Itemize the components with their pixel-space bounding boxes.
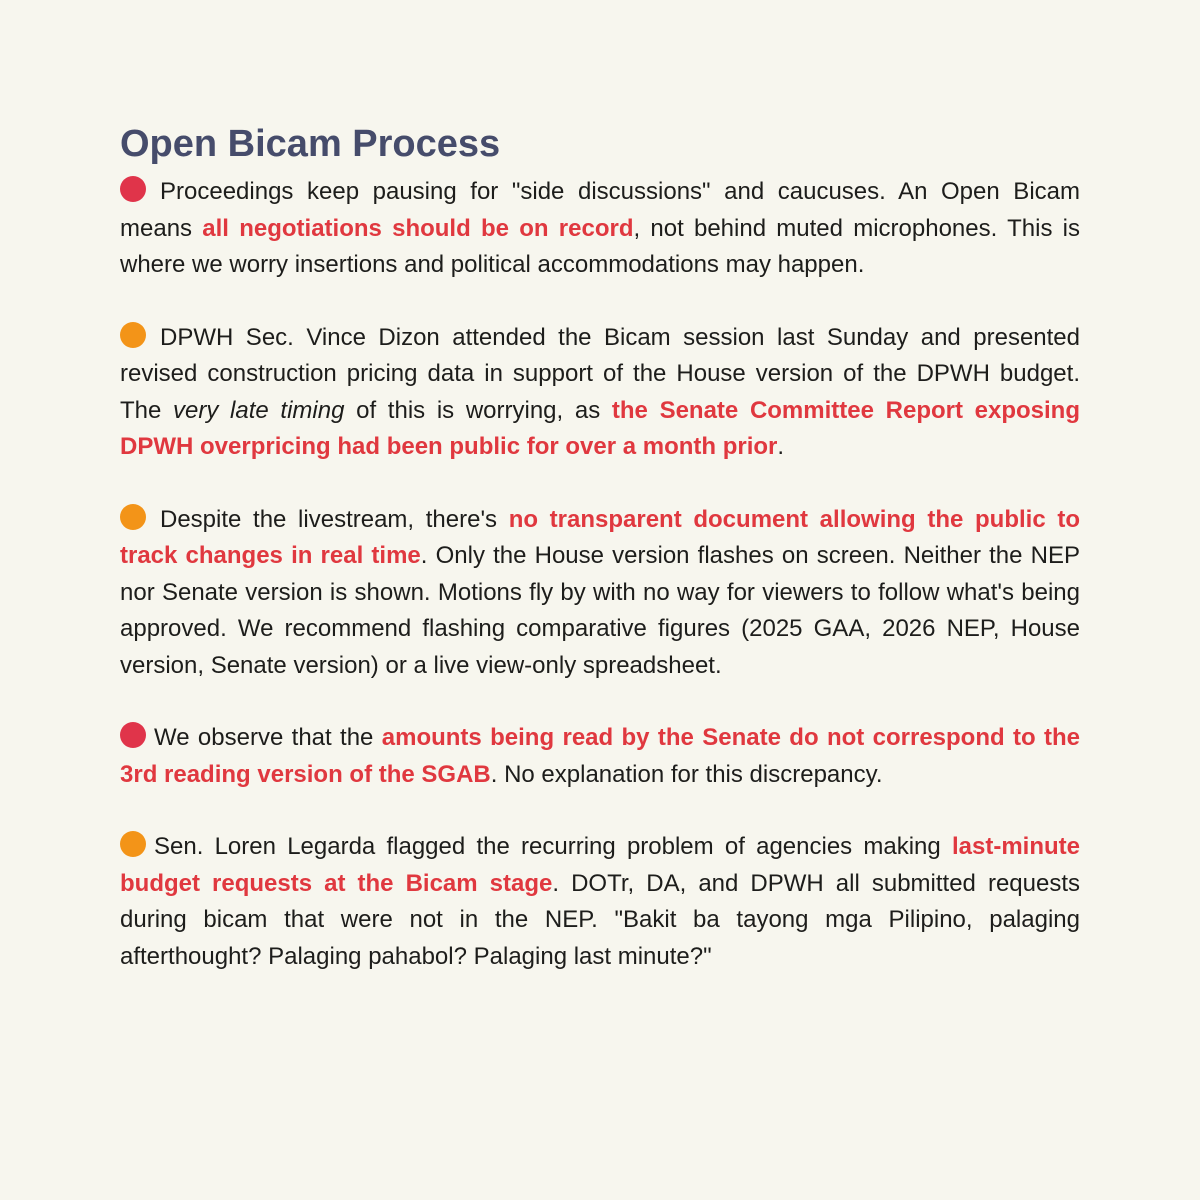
point-text: Sen. Loren Legarda flagged the recurring problem of agencies making [154, 833, 952, 860]
point-text: , not behind muted microphones. This is where we worry insertions and political accommodations may happen. [120, 214, 1081, 278]
point-livestream [120, 502, 1080, 685]
point-highlight: the Senate Committee Report exposing DPWH overpricing had been public for over a month prior [120, 396, 1080, 460]
page-title: Open Bicam Process [120, 123, 501, 165]
point-text: DPWH Sec. Vince Dizon attended the Bicam session last Sunday and presented revised construction pricing data in support of the House version of the DPWH budget. The [120, 323, 1080, 424]
point-highlight: no transparent document allowing the public to track changes in real time [120, 505, 1080, 569]
red-dot-icon [120, 176, 146, 202]
point-text: of this is worrying, as [344, 396, 612, 424]
point-senate-amounts [120, 720, 1080, 793]
point-emphasis: very late timing [173, 396, 345, 424]
orange-dot-icon [120, 504, 146, 530]
point-text: Despite the livestream, there's [160, 505, 509, 533]
orange-dot-icon [120, 831, 146, 857]
point-text: We observe that the [154, 724, 382, 751]
point-last-minute-requests [120, 829, 1080, 975]
orange-dot-icon [120, 322, 146, 348]
point-text: . [777, 433, 785, 460]
red-dot-icon [120, 722, 146, 748]
point-side-discussions [120, 174, 1080, 284]
point-highlight: last-minute budget requests at the Bicam stage [120, 833, 1080, 897]
point-text: Proceedings keep pausing for "side discussions" and caucuses. An Open Bicam means [120, 178, 1080, 242]
point-highlight: all negotiations should be on record [202, 214, 634, 242]
point-text: . No explanation for this discrepancy. [490, 760, 883, 788]
point-highlight: amounts being read by the Senate do not correspond to the 3rd reading version of the SGAB [120, 724, 1081, 788]
point-text: . DOTr, DA, and DPWH all submitted requests during bicam that were not in the NEP. "Bakit ba tayong mga Pilipino, palaging afterthought? Palaging pahabol? Palaging last minute?" [120, 869, 1081, 970]
point-dpwh-pricing [120, 320, 1080, 466]
point-text: . Only the House version flashes on screen. Neither the NEP nor Senate version is shown. Motions fly by with no way for viewers to follow what's being approved. We recommend flashing comparative figures (2025 GAA, 2026 NEP, House version, Senate version) or a live view-only spreadsheet. [120, 542, 1080, 679]
